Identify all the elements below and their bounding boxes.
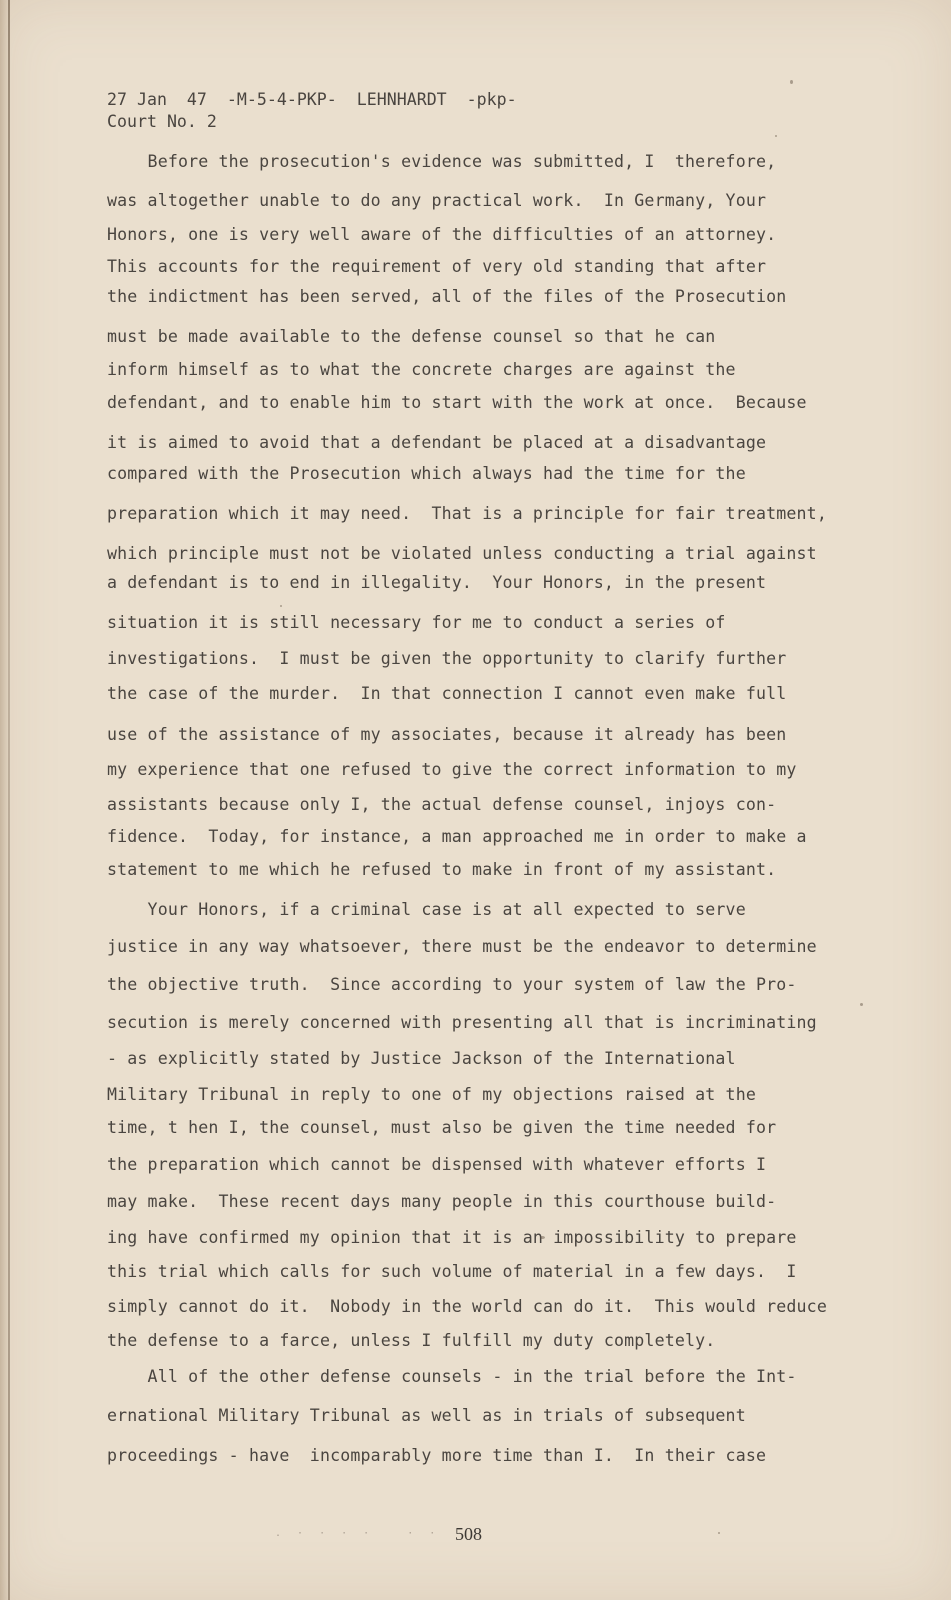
text-line: ing have confirmed my opinion that it is an impossibility to prepare (107, 1228, 797, 1247)
text-line: assistants because only I, the actual defense counsel, injoys con- (107, 795, 777, 814)
paper-speck (718, 1532, 720, 1534)
text-line: secution is merely concerned with presenting all that is incriminating (107, 1013, 817, 1032)
text-line: this trial which calls for such volume of material in a few days. I (107, 1262, 797, 1281)
text-line: was altogether unable to do any practical work. In Germany, Your (107, 191, 767, 210)
text-line: This accounts for the requirement of very old standing that after (107, 257, 767, 276)
text-line: time, t hen I, the counsel, must also be given the time needed for (107, 1118, 777, 1137)
text-line: - as explicitly stated by Justice Jackson of the International (107, 1049, 736, 1068)
text-line: use of the assistance of my associates, because it already has been (107, 725, 787, 744)
text-line: a defendant is to end in illegality. Your Honors, in the present (107, 573, 767, 592)
paper-speck (280, 605, 282, 607)
text-line: simply cannot do it. Nobody in the world can do it. This would reduce (107, 1297, 827, 1316)
text-line: defendant, and to enable him to start with the work at once. Because (107, 393, 807, 412)
text-line: the indictment has been served, all of the files of the Prosecution (107, 287, 787, 306)
text-line: the case of the murder. In that connection I cannot even make full (107, 684, 787, 703)
page-number: 508 (455, 1524, 482, 1544)
text-line: ernational Military Tribunal as well as in trials of subsequent (107, 1406, 746, 1425)
text-line: my experience that one refused to give the correct information to my (107, 760, 797, 779)
document-header-line2: Court No. 2 (107, 112, 217, 131)
text-line: Military Tribunal in reply to one of my objections raised at the (107, 1085, 756, 1104)
paper-speck (775, 135, 777, 137)
text-line: preparation which it may need. That is a principle for fair treatment, (107, 504, 827, 523)
page-left-edge (8, 0, 10, 1600)
text-line: it is aimed to avoid that a defendant be placed at a disadvantage (107, 433, 767, 452)
text-line: Before the prosecution's evidence was submitted, I therefore, (107, 152, 777, 171)
text-line: compared with the Prosecution which always had the time for the (107, 464, 746, 483)
faint-marks: . · · · · · · (275, 1528, 441, 1539)
paper-speck (540, 1236, 545, 1239)
text-line: All of the other defense counsels - in the trial before the Int- (107, 1367, 797, 1386)
text-line: fidence. Today, for instance, a man approached me in order to make a (107, 827, 807, 846)
paper-speck (790, 80, 793, 84)
text-line: the objective truth. Since according to your system of law the Pro- (107, 975, 797, 994)
text-line: statement to me which he refused to make in front of my assistant. (107, 860, 777, 879)
document-header-line1: 27 Jan 47 -M-5-4-PKP- LEHNHARDT -pkp- (107, 90, 517, 109)
text-line: Your Honors, if a criminal case is at all expected to serve (107, 900, 746, 919)
text-line: investigations. I must be given the opportunity to clarify further (107, 649, 787, 668)
text-line: inform himself as to what the concrete charges are against the (107, 360, 736, 379)
text-line: the defense to a farce, unless I fulfill my duty completely. (107, 1331, 716, 1350)
text-line: must be made available to the defense counsel so that he can (107, 327, 716, 346)
paper-speck (860, 1003, 863, 1006)
text-line: Honors, one is very well aware of the difficulties of an attorney. (107, 225, 777, 244)
text-line: justice in any way whatsoever, there must be the endeavor to determine (107, 937, 817, 956)
text-line: proceedings - have incomparably more time than I. In their case (107, 1446, 767, 1465)
text-line: situation it is still necessary for me to conduct a series of (107, 613, 726, 632)
text-line: which principle must not be violated unless conducting a trial against (107, 544, 817, 563)
text-line: the preparation which cannot be dispensed with whatever efforts I (107, 1155, 767, 1174)
text-line: may make. These recent days many people in this courthouse build- (107, 1192, 777, 1211)
